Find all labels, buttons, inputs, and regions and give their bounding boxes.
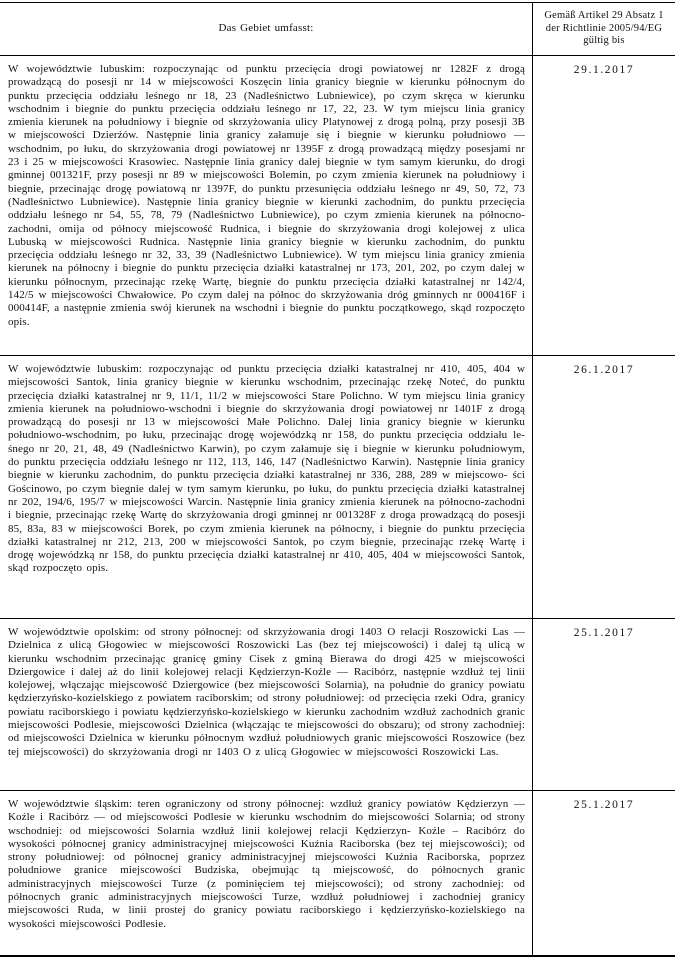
area-description-text: W województwie lubuskim: rozpoczynając od punktu przecięcia działki katastralnej nr 410, 405, 404 w miejscowości Santok, linia granicy biegnie w kierunku wschodnim, przecinając rzekę Noteć, do punktu przecięcia działki katastralnej nr 9, 11/1, 11/2 w miejscowości Stare Polichno. W tym miejscu linia granicy zmienia kierunek na południowo-wschodni i biegnie do skrzyżowania drogi powiatowej nr 1401F z drogą prowadzącą do posesji nr 13 w miejscowości Małe Polichno. Dalej linia granicy biegnie w kierunku południowo-wschodnim, po łuku, przecinając drogę wojewódzką nr 158, do punktu przecięcia oddziału le- śnego nr 20, 21, 48, 49 (Nadleśnictwo Karwin), po czym załamuje się i biegnie w kierunku południowym, do punktu przecięcia oddziału leśnego nr 112, 113, 146, 147 (Nadleśnictwo Karwin). Następnie linia granicy biegnie w kierunku zachodnim, do punktu przecięcia działki katastralnej nr 336, 288, 289 w miejscowo- ści Gościnowo, po czym biegnie dalej w tym samym kierunku, po łuku, do punktu przecięcia działki katastralnej nr 202, 194/6, 195/7 w miejscowości Warcin. Następnie linia granicy zmienia kierunek na północno-zachodni i biegnie, przecinając rzekę Wartę do skrzyżowania drogi gminnej nr 001328F z droga prowadzącą do posesji 85, 83a, 83 w miejscowości Borek, po czym zmienia kierunek na północny, i biegnie do punktu przecięcia działki katastralnej nr 212, 213, 200 w miejscowości Santok, po czym biegnie, przecinając rzekę Wartę i drogę wojewódzką nr 158, do punktu przecięcia działki katastralnej nr 410, 405, 404 w miejscowości Santok, skąd rozpoczęto opis.	[0, 356, 533, 618]
table-row	[0, 619, 675, 791]
column-header-validity: Gemäß Artikel 29 Absatz 1 der Richtlinie 2005/94/EG gültig bis	[544, 10, 664, 47]
valid-until-date: 29.1.2017	[573, 64, 635, 76]
table-row	[0, 356, 675, 619]
valid-until-date: 25.1.2017	[573, 627, 635, 639]
area-description-text: W województwie śląskim: teren ograniczony od strony północnej: wzdłuż granicy powiatów Kędzierzyn — Koźle i Racibórz — od miejscowości Podlesie w kierunku wschodnim do miejscowości Solarnia; od strony wschodniej: od miejscowości Solarnia wzdłuż linii kolejowej relacji Kędzierzyn- Koźle – Racibórz do wysokości północnej granicy administracyjnej miejscowości Kuźnia Raciborska (bez tej miejscowości); od strony południowej: od północnej granicy administracyjnej miejscowości Kuźnia Raciborska, poprzez południowe granice miejscowości Budziska, obejmując tą miejscowość, do północnych granic administracyjnych miejscowości Turze (z pominięciem tej miejscowości); od strony zachodniej: od północnych granic administracyjnych miejscowości Turze, wzdłuż południowej i zachodniej granicy miejscowości Ruda, w linii prostej do granicy powiatu raciborskiego i kędzierzyńsko-kozielskiego na wysokości miejscowości Podlesie.	[0, 791, 533, 955]
valid-until-date: 26.1.2017	[573, 364, 635, 376]
area-description-text: W województwie opolskim: od strony północnej: od skrzyżowania drogi 1403 O relacji Roszowicki Las — Dzielnica z ulicą Głogowiec w miejscowości Roszowicki Las (bez tej miejscowości) i dalej tą ulicą w kierunku wschodnim przecinając granicę gminy Cisek z gminą Bierawa do drogi 425 w miejscowości Dziergowice i dalej aż do linii kolejowej relacji Kędzierzyn-Koźle — Racibórz, następnie wzdłuż tej linii kolejowej, włączając miejscowość Dziergowice (bez miejscowości Solarnia), na południe do granicy powiatu kędzierzyńsko-kozielskiego z powiatem raciborskim; od strony południowej: od przecięcia rzeki Odra, granicy powiatu raciborskiego i powiatu kędzierzyńsko-kozielskiego w kierunku zachodnim wzdłuż zachodnich granic miejscowości Podlesie, miejscowości Dzielnica (włączając te miejscowości do obszaru); od strony zachodniej: od miejscowości Dzielnica w kierunku północnym wzdłuż południowych granic miejscowości Roszowice (bez tej miejscowości) do skrzyżowania drogi nr 1403 O z ulicą Głogowiec w miejscowości Roszowicki Las.	[0, 619, 533, 790]
table-row	[0, 56, 675, 356]
table-header-row	[0, 3, 675, 56]
column-header-description: Das Gebiet umfasst:	[0, 3, 533, 55]
valid-until-date: 25.1.2017	[573, 799, 635, 811]
table-row	[0, 791, 675, 956]
area-description-table	[0, 2, 675, 957]
area-description-text: W województwie lubuskim: rozpoczynając od punktu przecięcia drogi powiatowej nr 1282F z drogą prowadzącą do posesji nr 14 w miejscowości Koszęcin linia granicy biegnie w kierunku północnym do punktu przecięcia oddziału leśnego nr 18, 23 (Nadleśnictwo Lubniewice), po czym skręca w kierunku wschodnim i biegnie do punktu przecięcia oddziału leśnego nr 17, 22, 23. W tym miejscu linia granicy zmienia kierunek na południowy i biegnie od skrzyżowania ulicy Platynowej z drogą polną, przy posesji 3B w miejscowości Dzierżów. Następnie linia granicy załamuje się i biegnie w kierunku południowo — wschodnim, po łuku, do skrzyżowania drogi powiatowej nr 1395F z drogą prowadzącą między posesjami nr 23 i 25 w miejscowości Krasowiec. Następnie linia granicy dalej biegnie w tym samym kierunku, do drogi gminnej 001321F, przy posesji nr 89 w miejscowości Bolemin, po czym zmienia kierunek na południowy i biegnie, przecinając drogę powiatową nr 1397F, do punktu przesunięcia oddziału leśnego nr 49, 50, 72, 73 (Nadleśnictwo Lubniewice). Następnie linia granicy biegnie w kierunki zachodnim, do punktu przecięcia oddziału leśnego nr 54, 55, 78, 79 (Nadleśnictwo Lubniewice), po czym zmienia kierunek na północno-zachodni, omija od północy miejscowość Rudnica, i biegnie do skrzyżowania drogi kolejowej z ulica Lubuską w miejscowości Rudnica. Następnie linia granicy biegnie w kierunku zachodnim, do punktu przecięcia oddziału leśnego nr 32, 33, 39 (Nadleśnictwo Lubniewice). W tym miejscu linia granicy zmienia kierunek na północny i biegnie do punktu przecięcia działki katastralnej nr 173, 201, 202, po czym dalej w kierunku północnym, przecinając rzekę Wartę, biegnie do punktu przecięcia działki katastralnej nr 142/4, 142/5 w miejscowości Chwałowice. Po czym dalej na północ do skrzyżowania dróg gminnych nr 000416F i 000414F, a następnie zmienia swój kierunek na wschodni i biegnie do punktu początkowego, skąd rozpoczęto opis.	[0, 56, 533, 355]
